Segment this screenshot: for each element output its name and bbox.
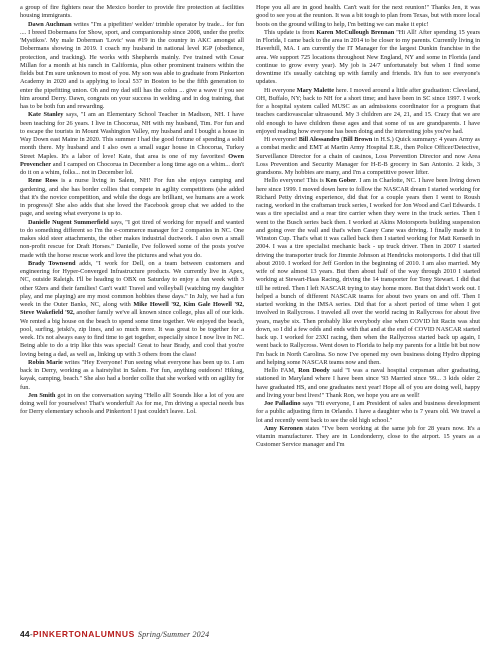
alumni-name: Ron Doody [298, 367, 330, 374]
class-note-paragraph [256, 29, 480, 87]
note-text: says, "I am an Elementary School Teacher in Madison, NH. I have been teaching for 26 years. I live in Chocorua, NH with my husband, Tim. For fun and to escape the tourists in Mount Washington Valley, my husband and I bought a house in Way Down east Maine in 2020. This summer I had the good fortune of spending a solid month there. My husband and I also own a small sugar house in Chocorua, Turkey Street Maples. It's a labor of love! Kate, that area is one of my favorites! [20, 111, 244, 160]
note-text: "Hi All! After spending 15 years in Florida, I came back to the area in 2014 to be closer to my parents. Currently living in Haverhill, MA. I am currently the IT Manager for the largest Dunkin franchise in the area. We support 725 locations throughout New England, NY and some in Florida (and continue to grow every year). My job is 24/7 unfortunately but when I find some downtime it's usually catching up with family and friends. It's fun to see everyone's updates. [256, 28, 480, 86]
note-text: Hello FAM, [264, 367, 299, 374]
alumni-name: Danielle Nugent Summerfield [28, 218, 109, 226]
alumni-name: Bill Alessandro [298, 136, 340, 143]
note-text: said "I was a naval hospital corpsman after graduating, stationed in Maryland where I have been since '93 Married since '99... 3 kids older 2 have graduated HS, and one graduates next year! Hope all of you are doing well, happy and living your best lives!" Thank Ron, we hope you are as well! [256, 367, 480, 399]
note-text: got in on the conversation saying "Hello all! Sounds like a lot of you are doing well for yourselves! That's wonderful! As for me, I'm driving a special needs bus for Derry elementary schools and Pinkerton! I just couldn't leave. Lol. [20, 391, 244, 416]
note-text: is a nurse living in Salem, NH! For fun she enjoys camping and gardening, and she has border collies that compete in agility competitions (she added that it's the novice competition, and while the dogs are brilliant, we humans are a work in progress)! She also adds that she loved the Facebook group chat we added to the page, and seeing what everyone is up to. [20, 177, 244, 218]
note-text: here. I moved around a little after graduation: Cleveland, OH, Buffalo, NY; back to NH for a short time; and have been in SC since 1997. I work for a hospital system called MUSC as an admissions coordinator for a program that teaches cardiovascular ultrasound. My 3 children are 24, 21, and 15. Crazy that we are old enough to have children these ages and that some of us are grandparents. I have enjoyed reading how everyone has been doing and the interesting jobs you've had. [256, 86, 480, 135]
left-column [20, 4, 244, 617]
class-note-paragraph [20, 177, 244, 218]
alumni-name: Ken Gober [325, 177, 356, 185]
page-footer [20, 629, 209, 639]
class-note-paragraph [20, 21, 244, 112]
class-note-paragraph [256, 367, 480, 400]
publication-name: PINKERTON [32, 629, 89, 639]
alumni-name: Karen McCullough Brennan [316, 28, 395, 36]
note-text: writes "Hey Everyone! Fun seeing what everyone has been up to. I am back in Derry, working as a hairstylist in Salem. For fun, anything outdoors! Hiking, kayak, camping, beach." She also had a border collie that she worked with on agility for fun. [20, 358, 244, 391]
note-text: Hi everyone! [264, 136, 299, 143]
issue-date: Spring/Summer 2024 [137, 630, 210, 639]
note-text: writes "I'm a pipefitter/ welder/ trimble operator by trade... for fun .... I breed Dobermans for Show, sport, and companionship since 2008, under the prefix 'Mystikos'. My male Doberman 'Lovic' was #19 in the country in AKC amongst all Dobermans showing in 2019. I coach my husband in national level IGP (obedience, protection, and tracking). He works with Shepherds mainly. I've trained with Cesar Millan for a month at his ranch in California, plus other prominent trainers within the fields but I'm sure unknown to most of you. My son was able to graduate from Pinkerton Academy in 2020 and is applying to local 537 in Boston to be the fifth generation to enter the pipefitting union. Oh and my dad still has the cobra ... give a wave if you see him around Derry. Dawn, congrats on your success in welding and in dog training, that has to be both fun and rewarding. [20, 20, 244, 110]
alumni-name: Mary Malette [296, 86, 335, 94]
note-text: Hi everyone [264, 86, 297, 94]
class-note-paragraph [256, 177, 480, 367]
alumni-name: Dawn Auchman [28, 20, 72, 28]
note-text: and I camped on Chocorua in December a long time ago on a whim... don't do it on a whim, folks... not in December lol. [20, 160, 244, 176]
alumni-name: Robin Marie [28, 358, 63, 366]
right-column [256, 4, 480, 617]
alumni-name: Joe Palladino [264, 400, 301, 407]
magazine-name: ALUMNUS [88, 629, 135, 639]
note-text: Hope you all are in good health. Can't wait for the next reunion!" Thanks Jen, it was good to see you at the reunion. It was a bit tough to plan from Texas, but with more local boots on the ground willing to help, I'm betting we can make it epic! [256, 4, 480, 28]
alumni-name: Owen Provencher [20, 152, 244, 168]
class-note-paragraph [256, 136, 480, 177]
note-text: Hello everyone! This is [264, 177, 326, 185]
note-text: a group of fire fighters near the Mexico border to provide fire protection at facilities housing immigrants. [20, 4, 244, 20]
class-note-paragraph [256, 87, 480, 137]
alumni-name: Brady Townsend [28, 259, 76, 267]
alumni-name: Kate Stanley [28, 111, 64, 119]
alumni-name: Amy Keronen [264, 424, 303, 432]
class-note-paragraph [20, 359, 244, 392]
class-note-paragraph [256, 425, 480, 450]
alumni-name: Rene Ross [28, 177, 58, 185]
class-note-paragraph [20, 111, 244, 177]
note-text: adds, "I work for Dell, on a team between customers and engineering for Hyper-Converged Infrastructure products. We currently live in Apex, NC, outside Raleigh. I'll be heading to OBX on Saturday to enjoy a fun week with 3 other 92ers and their families! Can't wait! Travel and volleyball (watching my daughter play, and me playing) are my most common hobbies these days." In July, we had a fun week in the Outer Banks, NC, along with [20, 259, 244, 308]
note-text: . I am in Charlotte, NC. I have been living down here since 1999. I moved down here to follow the NASCAR dream I started working for Richard Petty driving experience, did that for a couple years then I went to Roush racing, worked in the craftsman truck series, I worked for Jon Wood and Carl Edwards. I was a tire specialist and a rear tire carrier when they were in the truck series. Then I went to the Busch series back then. I worked at Akins Motorsports building suspension and going over the wall and that's when Casey Cane was driving. I finally made it to Winston Cup. That's what it was called back then I started working for Matt Kenseth in 2004. I was a tire specialist mechanic back - up truck driver. Then in 2007 I started driving the transporter truck for Jimmie Johnson at Hendricks motorsports. I did that till about 2010. I worked for Jeff Gordon in the beginning of 2010. I am also married. My wife of now almost 13 years. But then about half of the way through 2010 I started working at Stewart-Haas Racing, driving the 14 transporter for Tony Stewart. I did that till he retired. Then I left NASCAR trying to stay home more. But that didn't work out. I helped a bunch of different NASCAR teams for about two years on and off. Then I started working in the IMSA series. Did that for a short period of time when I got involved in Rallycross. I traveled all over the world racing in Rallycross for about five years, maybe six. Then probably like everybody else when COVID hit Racin was shut down, so I did a few odds and ends with that and at the end of COVID NASCAR started back up. I worked for 23XI racing, then when the Rallycross started back up again, I went back to Rallycross. Went down to Florida to help my parents for a little bit but now I'm back in North Carolina. So now I've opened my own business doing Hydro dipping and helping some NASCAR teams now and then. [256, 177, 480, 366]
alumni-name: Bill Brown [343, 136, 373, 143]
class-note-paragraph [20, 4, 244, 21]
note-text: ( [339, 136, 344, 143]
class-note-paragraph [20, 219, 244, 260]
note-text: states "I've been working at the same job for 28 years now. It's a vitamin manufacturer. They are in Londonderry, close to the airport. 15 years as a Customer Service manager and I'm [256, 424, 480, 449]
class-note-paragraph [256, 400, 480, 425]
class-note-paragraph [20, 392, 244, 417]
alumni-name: Jen Smith [28, 391, 56, 399]
footer-separator: - [29, 629, 33, 639]
text-columns [20, 4, 480, 617]
class-note-paragraph [256, 4, 480, 29]
note-text: says, "I got tired of working for myself and wanted to do something different so I'm the e-commerce manager for 2 companies in NC. One makes skid steer attachments, the other makes industrial ductwork. I also own a small non-profit rescue for Draft Horses." Danielle, I've followed some of the posts you've made with the horse rescue work and love the pictures and what you do. [20, 218, 244, 259]
page-number: 44 [20, 629, 30, 639]
note-text: another family we've all known since college, plus all of our kids. We rented a big house on the beach to spend some time together. We enjoyed the beach, pool, surfing, jetski's, zip lines, and so much more. It was great to be together for a week. It's not always easy to find time to get together, especially since I now live in NC. Being able to do a trip like this was special! Great to hear Brady, and cool that you're loving being a dad, as well as, linking up with 3 others from the class! [20, 309, 244, 358]
alumni-name: Mike Howell '92, Kim Gale Howell '92, Steve Wakefield '92, [20, 301, 244, 317]
note-text: in H.S.) Quick summary: 4 years Army as a combat medic and EMT at Martin Army Hospital E.R., then Police Officer/Detective, Surveillance Director for a chain of casinos, Loss Prevention Director and now Area Loss Prevention and Security Manager for H-E-B grocery in San Antonio. 2 kids, 3 grandsons. My hobbies are many, and I'm a competitive power lifter. [256, 136, 480, 176]
note-text: says "Hi everyone, I am President of sales and business development for a public adjusting firm in Orlando. I have a daughter who is 7 years old. We travel a lot and recently went back to see the old high school." [256, 400, 480, 424]
note-text: This update is from [264, 28, 317, 36]
class-note-paragraph [20, 260, 244, 359]
